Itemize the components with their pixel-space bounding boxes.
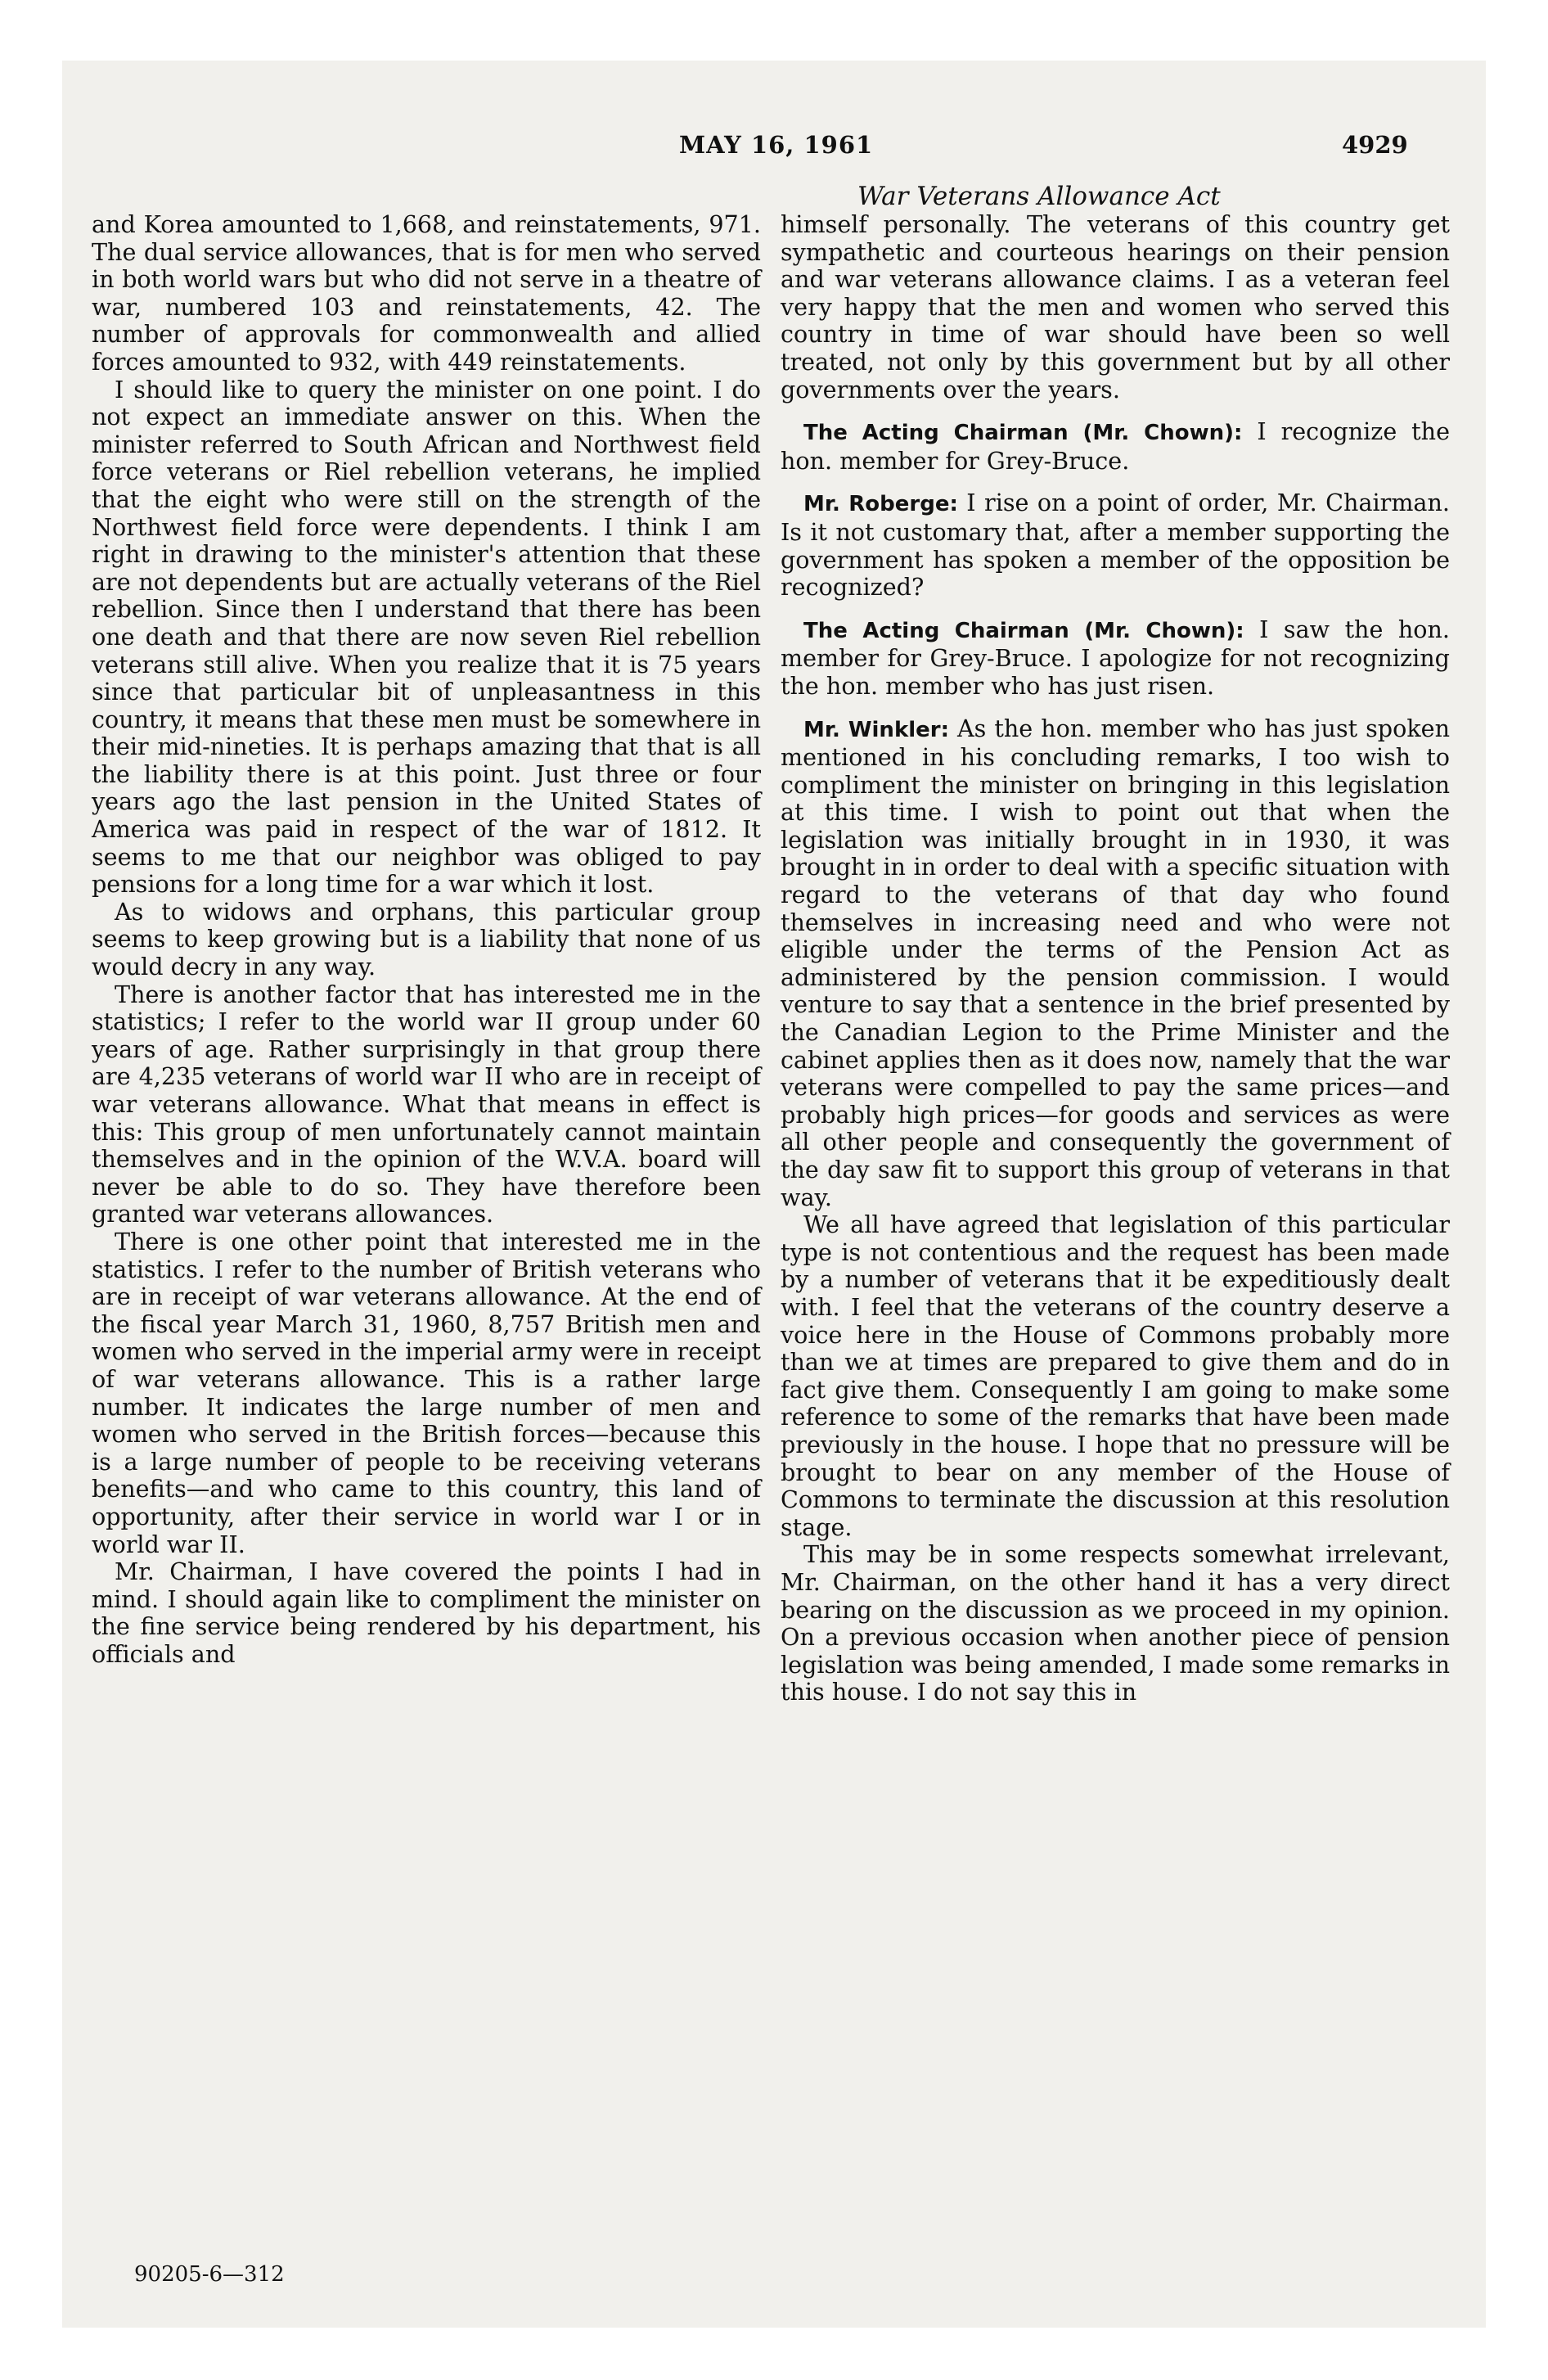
speech: [781, 616, 1450, 701]
speech-text: I saw the hon. member for Grey-Bruce. I apologize for not recognizing the hon. member who has just risen.: [781, 615, 1451, 700]
paragraph: Mr. Chairman, I have covered the points I had in mind. I should again like to compliment the minister on the fine service being rendered by his department, his officials and: [92, 1557, 761, 1668]
speech: [781, 715, 1450, 1212]
paragraph: As to widows and orphans, this particular group seems to keep growing but is a liability that none of us would decry in any way.: [92, 897, 761, 981]
paragraph: We all have agreed that legislation of this particular type is not contentious and the request has been made by a number of veterans that it be expeditiously dealt with. I feel that the veterans of the country deserve a voice here in the House of Commons probably more than we at times are prepared to give them and do in fact give them. Consequently I am going to make some reference to some of the remarks that have been made previously in the house. I hope that no pressure will be brought to bear on any member of the House of Commons to terminate the discussion at this resolution stage.: [781, 1210, 1450, 1541]
running-title: War Veterans Allowance Act: [857, 182, 1221, 211]
paragraph: himself personally. The veterans of this country get sympathetic and courteous hearings on their pension and war veterans allowance claims. I as a veteran feel very happy that the men and women who served this country in time of war should have been so well treated, not only by this government but by all other governments over the years.: [781, 210, 1450, 403]
right-column: [781, 211, 1450, 1706]
speaker-name: Mr. Roberge:: [803, 492, 958, 517]
speech: [781, 418, 1450, 475]
speech: [781, 489, 1450, 601]
left-column: [92, 211, 761, 1668]
paragraph: This may be in some respects somewhat irrelevant, Mr. Chairman, on the other hand it has a very direct bearing on the discussion as we proceed in my opinion. On a previous occasion when another piece of pension legislation was being amended, I made some remarks in this house. I do not say this in: [781, 1540, 1450, 1706]
speech-text: I recognize the hon. member for Grey-Bruce.: [781, 417, 1451, 475]
page-number: 4929: [1342, 131, 1408, 159]
paragraph: I should like to query the minister on one point. I do not expect an immediate answer on this. When the minister referred to South African and Northwest field force veterans or Riel rebellion veterans, he implied that the eight who were still on the strength of the Northwest field force were dependents. I think I am right in drawing to the minister's attention that these are not dependents but are actually veterans of the Riel rebellion. Since then I understand that there has been one death and that there are now seven Riel rebellion veterans still alive. When you realize that it is 75 years since that particular bit of unpleasantness in this country, it means that these men must be somewhere in their mid-nineties. It is perhaps amazing that that is all the liability there is at this point. Just three or four years ago the last pension in the United States of America was paid in respect of the war of 1812. It seems to me that our neighbor was obliged to pay pensions for a long time for a war which it lost.: [92, 375, 761, 899]
paragraph: and Korea amounted to 1,668, and reinstatements, 971. The dual service allowances, that is for men who served in both world wars but who did not serve in a theatre of war, numbered 103 and reinstatements, 42. The number of approvals for commonwealth and allied forces amounted to 932, with 449 reinstatements.: [92, 210, 761, 376]
speaker-name: Mr. Winkler:: [803, 717, 949, 742]
page-date: MAY 16, 1961: [679, 131, 874, 159]
paragraph: There is another factor that has interested me in the statistics; I refer to the world war II group under 60 years of age. Rather surprisingly in that group there are 4,235 veterans of world war II who are in receipt of war veterans allowance. What that means in effect is this: This group of men unfortunately cannot maintain themselves and in the opinion of the W.V.A. board will never be able to do so. They have therefore been granted war veterans allowances.: [92, 980, 761, 1228]
speaker-name: The Acting Chairman (Mr. Chown):: [803, 618, 1244, 643]
printer-code: 90205-6—312: [134, 2262, 285, 2287]
speaker-name: The Acting Chairman (Mr. Chown):: [803, 421, 1243, 446]
speech-text: I rise on a point of order, Mr. Chairman. Is it not customary that, after a member supporting the government has spoken a member of the opposition be recognized?: [781, 489, 1450, 602]
speech-text: As the hon. member who has just spoken mentioned in his concluding remarks, I too wish to compliment the minister on bringing in this legislation at this time. I wish to point out that when the legislation was initially brought in in 1930, it was brought in in order to deal with a specific situation with regard to the veterans of that day who found themselves in increasing need and who were not eligible under the terms of the Pension Act as administered by the pension commission. I would venture to say that a sentence in the brief presented by the Canadian Legion to the Prime Minister and the cabinet applies then as it does now, namely that the war veterans were compelled to pay the same prices—and probably high prices—for goods and services as were all other people and consequently the government of the day saw fit to support this group of veterans in that way.: [781, 714, 1450, 1211]
paragraph: There is one other point that interested me in the statistics. I refer to the number of British veterans who are in receipt of war veterans allowance. At the end of the fiscal year March 31, 1960, 8,757 British men and women who served in the imperial army were in receipt of war veterans allowance. This is a rather large number. It indicates the large number of men and women who served in the British forces—because this is a large number of people to be receiving veterans benefits—and who came to this country, this land of opportunity, after their service in world war I or in world war II.: [92, 1227, 761, 1558]
